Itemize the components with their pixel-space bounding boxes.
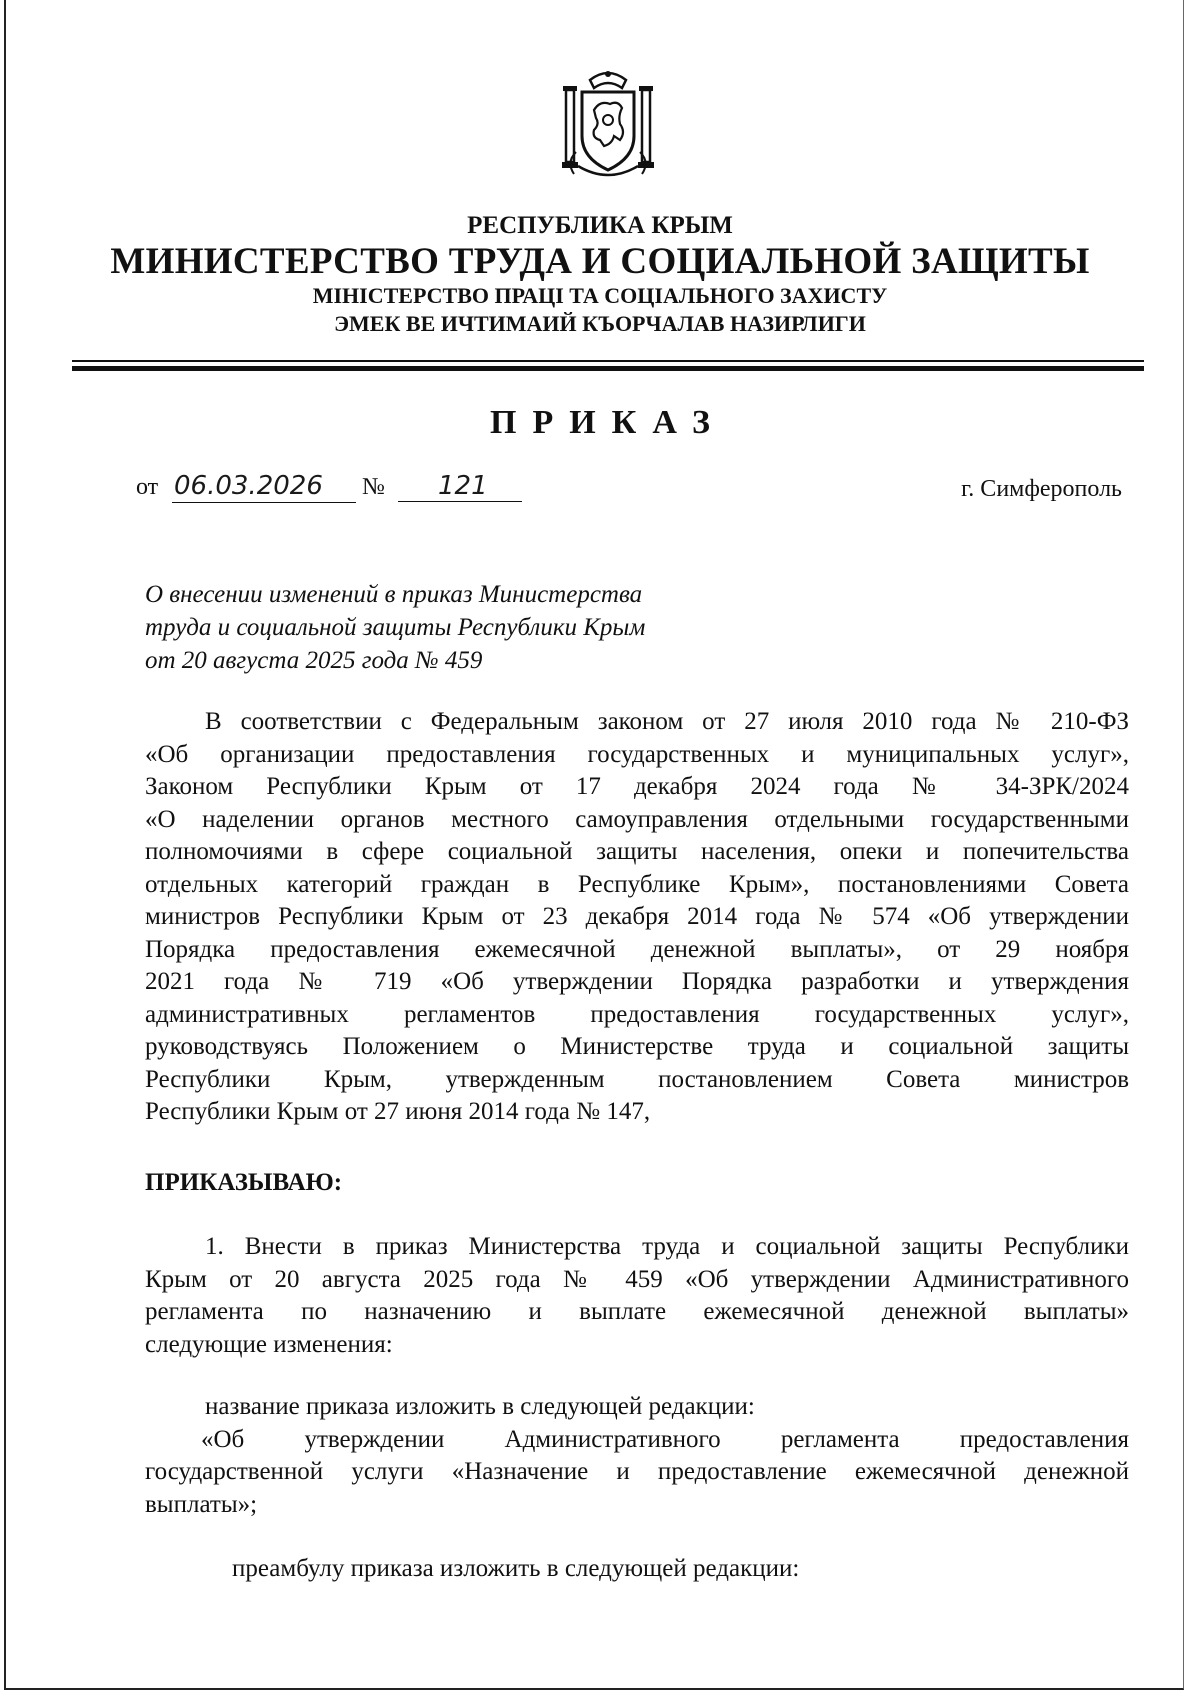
republic-heading: РЕСПУБЛИКА КРЫМ [467,212,733,239]
order-directive-heading: ПРИКАЗЫВАЮ: [145,1169,343,1196]
number-label: № [362,474,385,500]
text-line: Законом Республики Крым от 17 декабря 2024 года № 34-ЗРК/2024 [145,773,1129,800]
text-line: «Об организации предоставления государственных и муниципальных услуг», [145,740,1129,768]
text-line: административных регламентов предоставления государственных услуг», [145,1000,1129,1028]
item-1-paragraph [145,1231,1129,1361]
text-line: «О наделении органов местного самоуправления отдельными государственными [145,805,1129,833]
subject-line: от 20 августа 2025 года № 459 [145,647,483,674]
text-line: Порядка предоставления ежемесячной денежной выплаты», от 29 ноября [145,935,1129,963]
text-line: Крым от 20 августа 2025 года № 459 «Об утверждении Административного [145,1265,1129,1293]
item-1-title-change [145,1391,1129,1521]
date-from-label: от [136,474,159,500]
document-title: ПРИКАЗ [490,404,726,441]
header-divider-thick [72,366,1144,371]
subject-line: О внесении изменений в приказ Министерства [145,581,643,608]
text-line: полномочиями в сфере социальной защиты населения, опеки и попечительства [145,838,1129,865]
text-line: отдельных категорий граждан в Республике Крым», постановлениями Совета [145,870,1129,898]
text-line: «Об утверждении Административного регламента предоставления [201,1425,1129,1453]
text-line: преамбулу приказа изложить в следующей редакции: [232,1555,800,1582]
text-line: Республики Крым от 27 июня 2014 года № 147, [145,1098,651,1125]
text-line: название приказа изложить в следующей редакции: [205,1393,755,1420]
text-line: руководствуясь Положением о Министерстве труда и социальной защиты [145,1033,1129,1060]
text-line: следующие изменения: [145,1330,393,1358]
ministry-heading: МИНИСТЕРСТВО ТРУДА И СОЦИАЛЬНОЙ ЗАЩИТЫ [110,241,1090,282]
text-line: министров Республики Крым от 23 декабря 2014 года № 574 «Об утверждении [145,903,1129,930]
text-line: выплаты»; [145,1490,258,1518]
text-line: В соответствии с Федеральным законом от 27 июля 2010 года № 210-ФЗ [205,708,1129,735]
text-line: Республики Крым, утвержденным постановлением Совета министров [145,1065,1129,1093]
text-line: регламента по назначению и выплате ежемесячной денежной выплаты» [145,1298,1129,1325]
crimea-coat-of-arms-emblem [560,66,656,184]
item-1-preamble-change [232,1553,1132,1586]
preamble-paragraph [145,706,1129,1129]
text-line: государственной услуги «Назначение и предоставление ежемесячной денежной [145,1458,1129,1485]
ministry-heading-crimean-tatar: ЭМЕК ВЕ ИЧТИМАИЙ КЪОРЧАЛАВ НАЗИРЛИГИ [334,311,866,336]
handwritten-date: 06.03.2026 [172,470,356,503]
city-label: г. Симферополь [961,476,1122,502]
subject-line: труда и социальной защиты Республики Крым [145,614,646,641]
ministry-heading-ukrainian: МІНІСТЕРСТВО ПРАЦІ ТА СОЦІАЛЬНОГО ЗАХИСТУ [312,283,888,308]
handwritten-order-number: 121 [398,470,522,502]
text-line: 2021 года № 719 «Об утверждении Порядка разработки и утверждения [145,968,1129,995]
header-divider-thin [72,360,1144,362]
text-line: 1. Внести в приказ Министерства труда и социальной защиты Республики [205,1233,1129,1260]
order-subject [145,578,645,677]
